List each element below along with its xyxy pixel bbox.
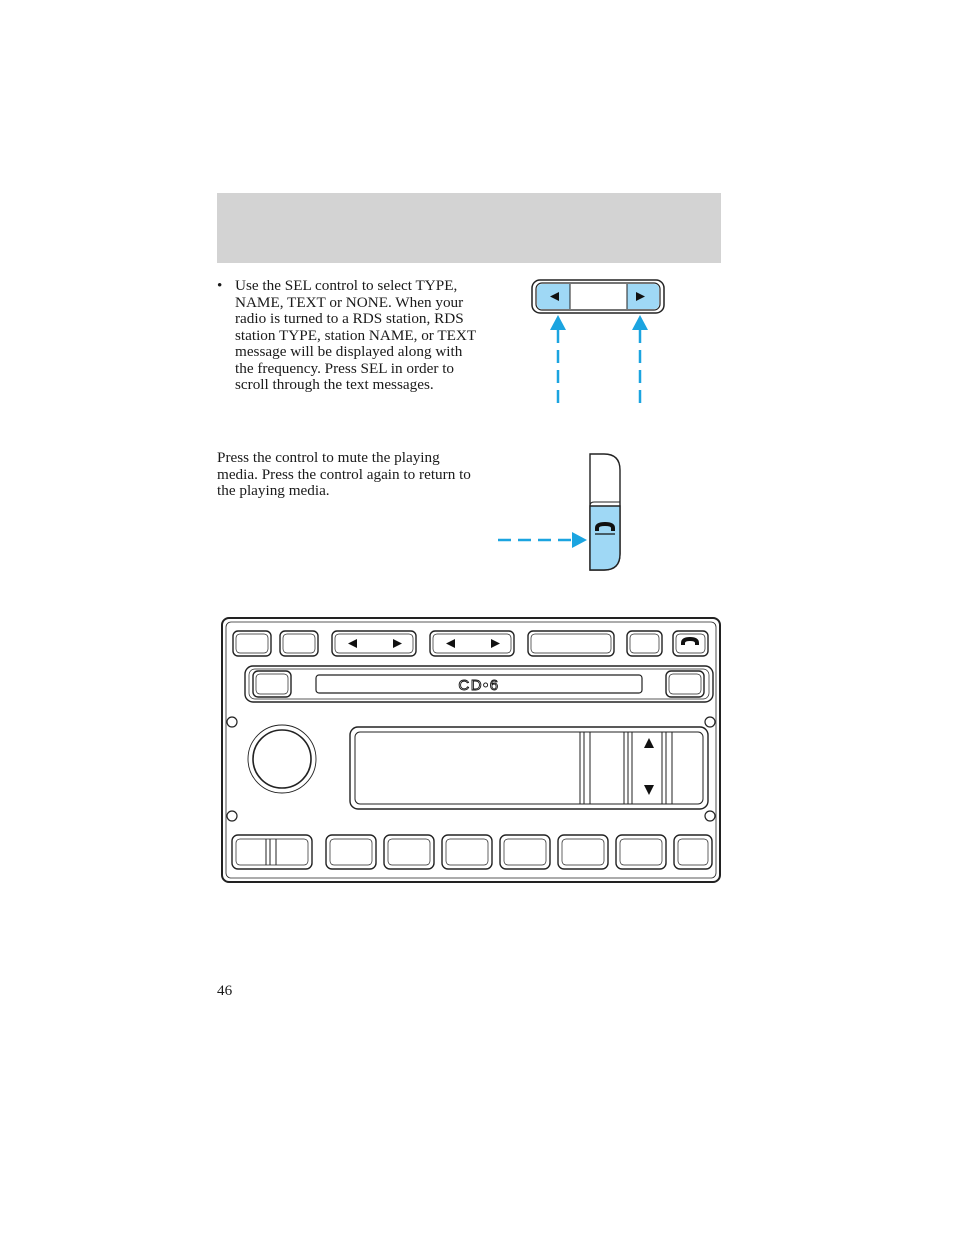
screw-top-right	[705, 717, 715, 727]
top-button-small[interactable]	[627, 631, 662, 656]
sel-rocker-button[interactable]	[430, 631, 514, 656]
preset-button-3[interactable]	[442, 835, 492, 869]
left-pointer-arrowhead	[550, 315, 566, 330]
seek-rocker-button[interactable]	[332, 631, 416, 656]
top-button-1[interactable]	[233, 631, 271, 656]
right-pointer-arrowhead	[632, 315, 648, 330]
mute-button[interactable]	[590, 506, 620, 570]
preset-button-small[interactable]	[674, 835, 712, 869]
top-button-2[interactable]	[280, 631, 318, 656]
faceplate-mute-button[interactable]	[673, 631, 708, 656]
preset-button-row	[232, 835, 712, 869]
preset-button-5[interactable]	[558, 835, 608, 869]
section-header-band	[217, 193, 721, 263]
cd6-logo	[458, 677, 499, 694]
preset-button-4[interactable]	[500, 835, 550, 869]
top-button-row	[233, 631, 708, 656]
preset-button-6[interactable]	[616, 835, 666, 869]
preset-button-2[interactable]	[384, 835, 434, 869]
bullet-glyph: •	[217, 277, 223, 294]
sel-instruction-paragraph	[217, 278, 479, 394]
screw-top-left	[227, 717, 237, 727]
mute-instruction-text: Press the control to mute the playing media. Press the control again to return to the playing media.	[217, 449, 471, 499]
page-number: 46	[217, 982, 233, 999]
mute-pointer-arrowhead	[572, 532, 587, 548]
load-button[interactable]	[253, 671, 291, 697]
preset-button-wide[interactable]	[232, 835, 312, 869]
sel-instruction-text: Use the SEL control to select TYPE, NAME, TEXT or NONE. When your radio is turned to a RDS station, RDS station TYPE, station NAME, or TEXT message will be displayed along with the frequency. Press SEL in order to scroll through the text messages.	[235, 277, 476, 393]
screw-bottom-left	[227, 811, 237, 821]
mute-control-figure	[494, 450, 626, 574]
preset-button-1[interactable]	[326, 835, 376, 869]
eject-button[interactable]	[666, 671, 704, 697]
wide-top-button[interactable]	[528, 631, 614, 656]
radio-faceplate-illustration	[218, 614, 724, 888]
svg-text:CD•6: CD•6	[458, 677, 500, 694]
sel-control-figure	[528, 276, 672, 410]
screw-bottom-right	[705, 811, 715, 821]
volume-knob[interactable]	[253, 730, 311, 788]
